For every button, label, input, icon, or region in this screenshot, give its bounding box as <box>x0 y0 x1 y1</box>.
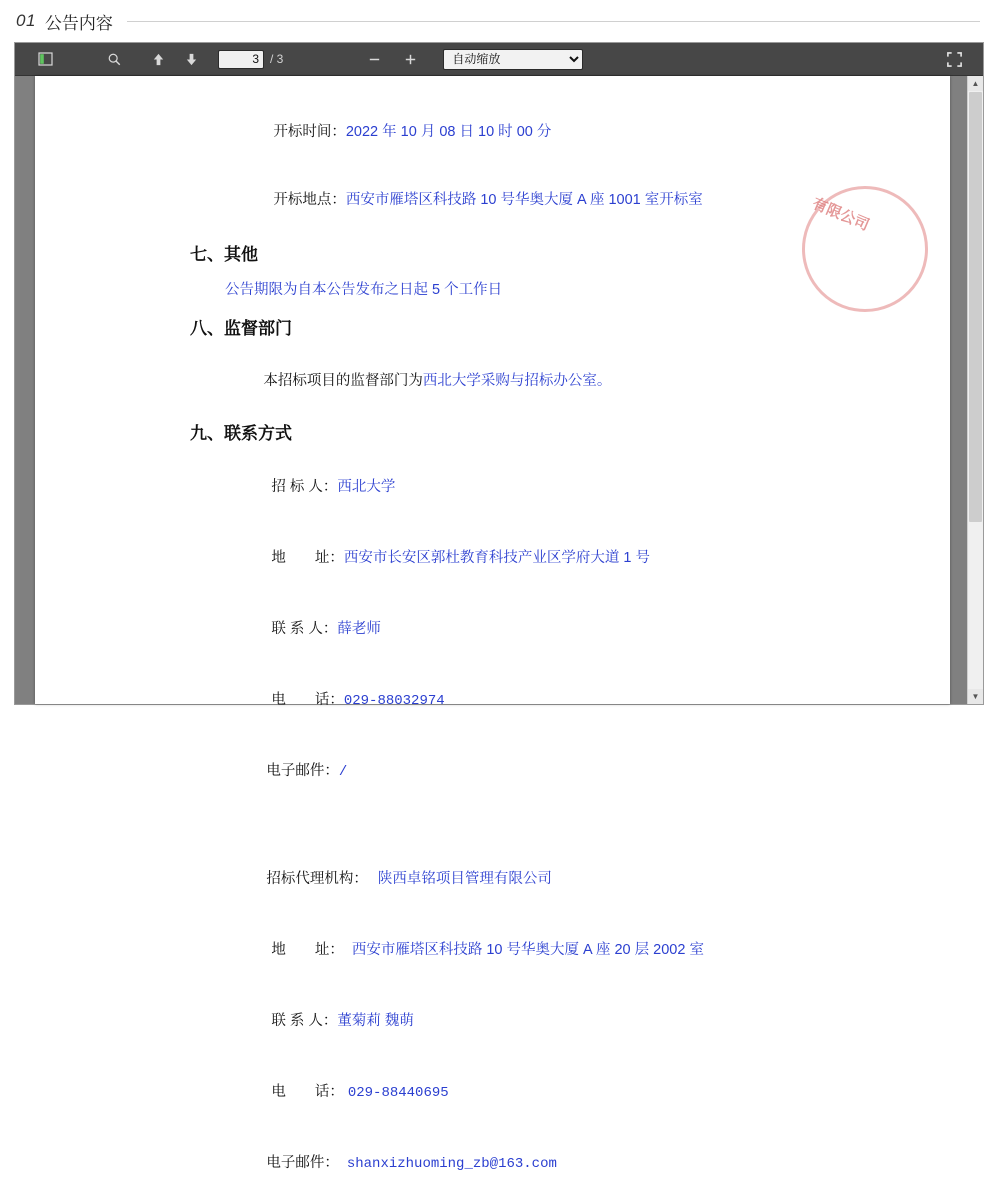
field-value: 薛老师 <box>337 620 381 637</box>
doc-line <box>218 605 950 653</box>
doc-heading: 七、其他 <box>190 245 258 264</box>
field-label: 开标地点： <box>273 192 346 208</box>
section-header <box>0 0 998 42</box>
field-label: 招 标 人： <box>271 478 338 495</box>
field-label: 联 系 人： <box>271 1012 338 1029</box>
field-label: 开标时间： <box>273 124 346 140</box>
doc-line <box>218 926 950 974</box>
section-title: 公告内容 <box>44 13 113 33</box>
field-value: 2022 年 10 月 08 日 10 时 00 分 <box>345 124 552 140</box>
field-label: 电子邮件： <box>266 1154 339 1171</box>
field-label: 招标代理机构： <box>266 870 368 887</box>
doc-line <box>218 997 950 1045</box>
field-value: / <box>338 763 348 780</box>
field-label: 本招标项目的监督部门为 <box>263 372 423 389</box>
page-up-icon[interactable] <box>143 46 173 73</box>
field-label: 电 话： <box>271 691 344 708</box>
search-icon[interactable] <box>99 46 129 73</box>
field-value: 西安市雁塔区科技路 10 号华奥大厦 A 座 1001 室开标室 <box>345 192 703 208</box>
doc-line <box>218 463 950 511</box>
doc-line <box>213 747 950 795</box>
page-down-icon[interactable] <box>176 46 206 73</box>
doc-line <box>218 1068 950 1116</box>
field-value: 西北大学 <box>337 478 396 495</box>
doc-line <box>210 357 950 405</box>
field-value: 西安市长安区郭杜教育科技产业区学府大道 1 号 <box>343 549 650 566</box>
document-content <box>35 76 950 1187</box>
doc-line <box>220 108 950 156</box>
field-label: 电 话： <box>271 1083 344 1100</box>
pdf-viewer-body <box>15 76 983 1172</box>
section-number: 01 <box>16 11 36 30</box>
pdf-toolbar <box>15 43 983 76</box>
pdf-viewer <box>14 42 984 1172</box>
field-value: 029-88440695 <box>347 1084 449 1101</box>
stamp-text: 有限公司 <box>809 195 872 235</box>
field-label: 地 址： <box>271 941 344 958</box>
zoom-in-icon[interactable] <box>395 46 425 73</box>
doc-line <box>220 176 950 224</box>
field-value: 董菊莉 魏萌 <box>337 1012 414 1029</box>
doc-paragraph: 公告期限为自本公告发布之日起 5 个工作日 <box>225 282 503 298</box>
field-value: 029-88032974 <box>343 692 445 709</box>
doc-line <box>218 676 950 724</box>
page-total-label: / 3 <box>270 52 284 66</box>
doc-line <box>213 1139 950 1187</box>
doc-line <box>213 855 950 903</box>
doc-heading: 九、联系方式 <box>190 423 292 443</box>
fullscreen-icon[interactable] <box>939 46 969 73</box>
field-value: 西安市雁塔区科技路 10 号华奥大厦 A 座 20 层 2002 室 <box>351 941 704 958</box>
vertical-scrollbar[interactable] <box>967 76 983 704</box>
field-value: shanxizhuoming_zb@163.com <box>346 1155 557 1172</box>
field-label: 电子邮件： <box>266 762 339 779</box>
zoom-scale-select[interactable] <box>443 49 583 70</box>
pdf-page-canvas <box>35 76 950 1172</box>
zoom-out-icon[interactable] <box>359 46 389 73</box>
doc-line <box>218 534 950 582</box>
scroll-down-arrow-icon[interactable]: ▼ <box>968 689 983 704</box>
sidebar-toggle-icon[interactable] <box>31 46 61 73</box>
field-value: 陕西卓铭项目管理有限公司 <box>377 870 552 887</box>
field-label: 联 系 人： <box>271 620 338 637</box>
doc-heading: 八、监督部门 <box>190 318 292 338</box>
section-divider <box>127 21 980 22</box>
scroll-up-arrow-icon[interactable]: ▲ <box>968 76 983 91</box>
scrollbar-thumb[interactable] <box>969 92 982 522</box>
page-number-input[interactable] <box>218 50 264 69</box>
field-value: 西北大学采购与招标办公室。 <box>422 372 612 389</box>
field-label: 地 址： <box>271 549 344 566</box>
